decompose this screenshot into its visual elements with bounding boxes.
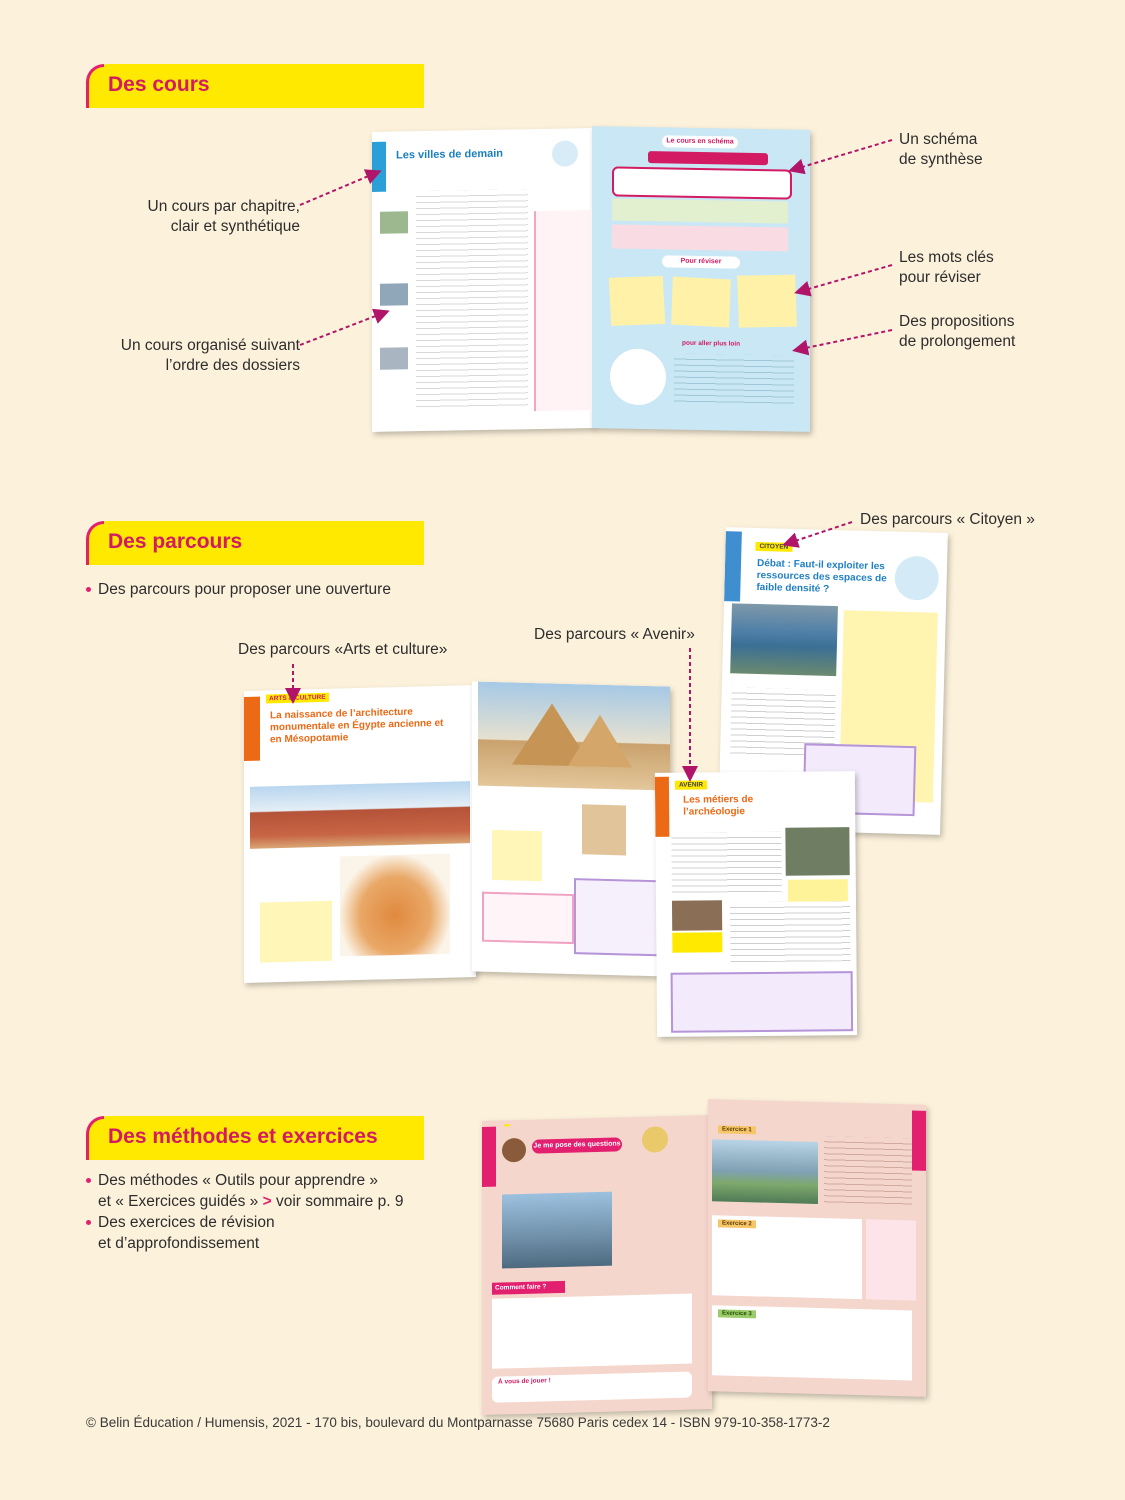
- label-avenir: Des parcours « Avenir»: [534, 626, 695, 643]
- comment-faire-header: Comment faire ?: [492, 1281, 565, 1295]
- arts-title: La naissance de l’architecture monumentale en Égypte ancienne et en Mésopotamie: [270, 706, 444, 746]
- arrow-cours-chapitre: [300, 172, 378, 205]
- bullet-text: et d’approfondissement: [98, 1235, 260, 1252]
- bullet-text: Des méthodes « Outils pour apprendre »: [98, 1172, 379, 1189]
- arrow-cours-organise: [300, 312, 386, 345]
- caption-line: Un cours organisé suivant: [120, 337, 300, 354]
- bullet-item: Des parcours pour proposer une ouverture: [86, 579, 391, 600]
- cours-left-title: Les villes de demain: [396, 147, 503, 162]
- footer-copyright: © Belin Éducation / Humensis, 2021 - 170 bis, boulevard du Montparnasse 75680 Paris cedex 14 - ISBN 979-10-358-1773-2: [86, 1415, 830, 1430]
- caption-line: Un schéma: [899, 131, 978, 148]
- citoyen-tag: CITOYEN: [755, 542, 792, 552]
- prolong-header: pour aller plus loin: [682, 339, 741, 348]
- revise-header: Pour réviser: [662, 255, 740, 268]
- label-arts: Des parcours «Arts et culture»: [238, 641, 448, 658]
- arts-tag: ARTS & CULTURE: [266, 693, 329, 704]
- caption-line: de prolongement: [899, 333, 1016, 350]
- citoyen-title: Débat : Faut-il exploiter les ressources des espaces de faible densité ?: [756, 557, 887, 595]
- methode-title: Je me pose des questions: [532, 1137, 622, 1153]
- caption-line: l’ordre des dossiers: [165, 357, 300, 374]
- avenir-title: Les métiers de l’archéologie: [683, 794, 754, 818]
- exercice1-label: Exercice 1: [718, 1125, 756, 1134]
- arrow-citoyen: [786, 522, 852, 544]
- caption-line: pour réviser: [899, 269, 981, 286]
- caption-line: Des propositions: [899, 313, 1015, 330]
- exercice3-label: Exercice 3: [718, 1309, 756, 1318]
- caption-line: de synthèse: [899, 151, 983, 168]
- exercice2-label: Exercice 2: [718, 1219, 756, 1228]
- caption-line: Les mots clés: [899, 249, 994, 266]
- schema-header: Le cours en schéma: [662, 135, 738, 148]
- arrow-prolongement: [796, 330, 892, 350]
- bullet-text: et « Exercices guidés »: [98, 1193, 259, 1210]
- arrow-schema: [792, 140, 892, 170]
- section-title: Des parcours: [108, 530, 243, 553]
- section-title: Des cours: [108, 73, 210, 96]
- bullet-link-text: voir sommaire p. 9: [275, 1193, 404, 1210]
- a-vous-label: À vous de jouer !: [498, 1377, 551, 1386]
- avenir-tag: AVENIR: [675, 780, 707, 789]
- bullet-text: Des exercices de révision: [98, 1214, 275, 1231]
- caption-line: Un cours par chapitre,: [147, 198, 300, 215]
- caption-line: clair et synthétique: [170, 218, 300, 235]
- arrow-icon: >: [262, 1193, 272, 1210]
- label-citoyen: Des parcours « Citoyen »: [860, 511, 1035, 528]
- arrow-mots-cles: [798, 265, 892, 292]
- section-title: Des méthodes et exercices: [108, 1125, 378, 1148]
